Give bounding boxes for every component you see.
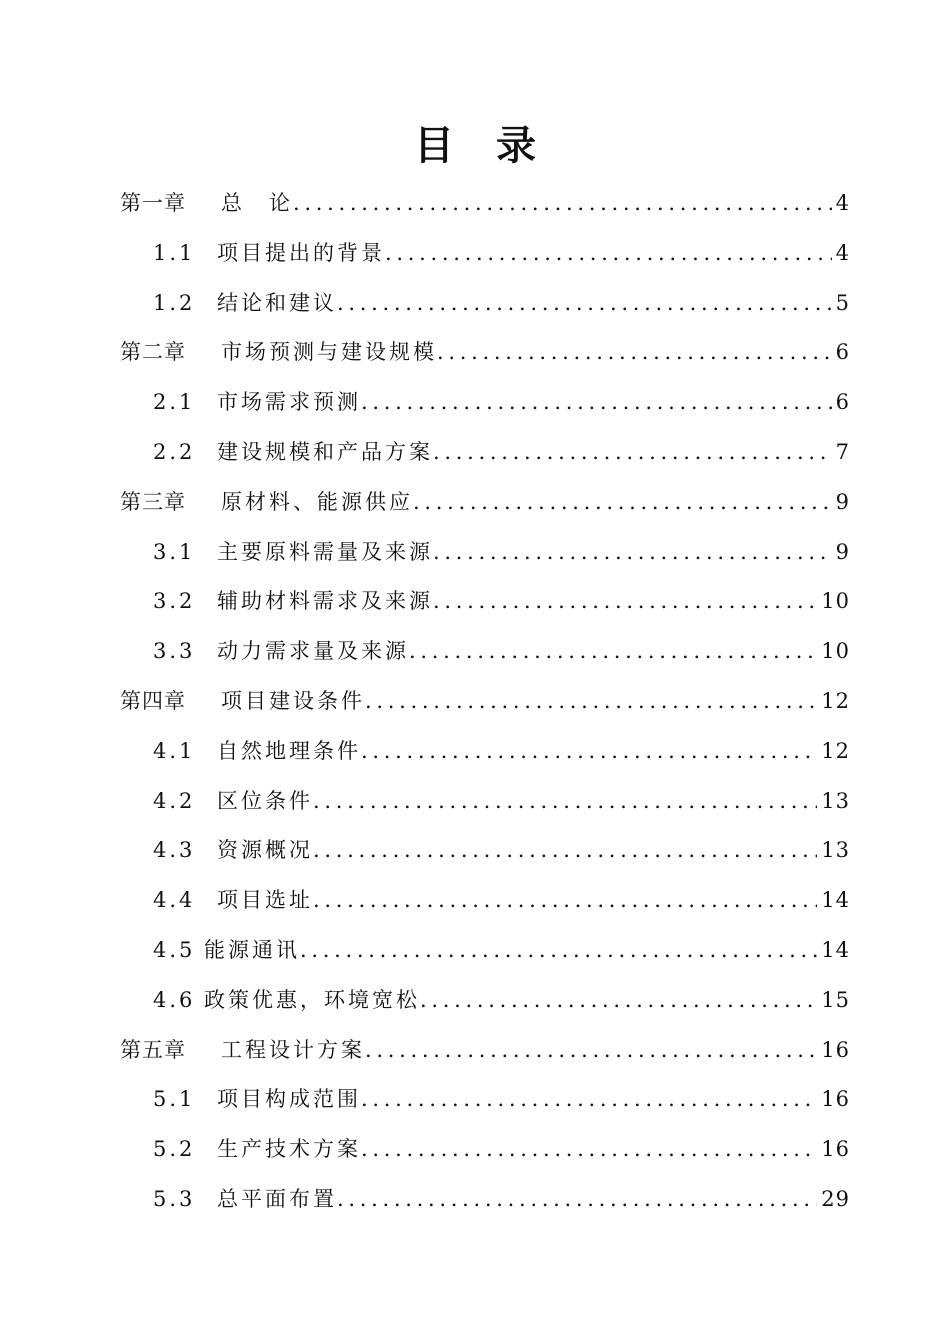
toc-dot-leader [293, 179, 832, 229]
toc-entry-label: 生产技术方案 [217, 1137, 361, 1162]
toc-dot-leader [337, 279, 832, 329]
toc-entry-label: 市场需求预测 [217, 390, 361, 415]
toc-chapter-entry[interactable] [120, 677, 850, 727]
toc-chapter-entry[interactable] [120, 478, 850, 528]
toc-entry-number: 第一章 [120, 191, 186, 215]
toc-section-entry[interactable] [120, 1125, 850, 1175]
toc-dot-leader [385, 229, 832, 279]
toc-page-number: 13 [821, 788, 850, 813]
toc-page-number: 14 [821, 937, 850, 962]
toc-entry-number: 第二章 [120, 340, 186, 365]
toc-dot-leader [420, 976, 817, 1026]
toc-entry-number: 4.4 [153, 888, 196, 913]
toc-entry-number: 第五章 [120, 1037, 186, 1062]
toc-dot-leader [433, 577, 817, 627]
toc-dot-leader [337, 1175, 817, 1225]
toc-page-number: 4 [835, 240, 850, 265]
toc-page-number: 7 [835, 439, 850, 464]
toc-entry-number: 1.1 [153, 240, 196, 265]
toc-page-number: 15 [821, 987, 850, 1012]
toc-dot-leader [361, 378, 832, 428]
toc-page-number: 10 [821, 639, 850, 664]
toc-entry-number: 2.2 [153, 439, 196, 464]
toc-entry-number: 4.3 [153, 838, 196, 863]
toc-entry-label: 辅助材料需求及来源 [217, 589, 433, 614]
toc-dot-leader [365, 1026, 817, 1076]
toc-section-entry[interactable] [120, 378, 850, 428]
toc-page-number: 6 [835, 390, 850, 415]
toc-page-number: 14 [821, 888, 850, 913]
toc-section-entry[interactable] [120, 279, 850, 329]
toc-dot-leader [437, 328, 832, 378]
toc-entry-number: 4.1 [153, 738, 196, 763]
toc-dot-leader [361, 727, 817, 777]
toc-entry-label: 政策优惠，环境宽松 [204, 987, 420, 1012]
toc-entry-label: 工程设计方案 [221, 1037, 365, 1062]
toc-entry-number: 5.2 [153, 1137, 196, 1162]
toc-chapter-entry[interactable] [120, 1026, 850, 1076]
toc-section-entry[interactable] [120, 627, 850, 677]
toc-section-entry[interactable] [120, 229, 850, 279]
toc-page-number: 6 [835, 340, 850, 365]
toc-entry-label: 资源概况 [217, 838, 313, 863]
toc-entry-number: 3.2 [153, 589, 196, 614]
toc-entry-label: 项目构成范围 [217, 1087, 361, 1112]
toc-entry-label: 项目提出的背景 [217, 240, 385, 265]
page-title: 目 录 [414, 123, 550, 169]
toc-entry-label: 自然地理条件 [217, 738, 361, 763]
toc-entry-label: 总 论 [221, 191, 293, 215]
toc-dot-leader [361, 1125, 817, 1175]
toc-section-entry[interactable] [120, 1175, 850, 1225]
toc-entry-label: 原材料、能源供应 [221, 489, 413, 514]
toc-section-entry[interactable] [120, 528, 850, 578]
toc-section-entry[interactable] [120, 976, 850, 1026]
toc-page-number: 29 [821, 1186, 850, 1211]
toc-dot-leader [313, 826, 817, 876]
toc-entry-number: 4.2 [153, 788, 196, 813]
toc-page-number: 10 [821, 589, 850, 614]
toc-page-number: 16 [821, 1037, 850, 1062]
toc-entry-label: 市场预测与建设规模 [221, 340, 437, 365]
toc-entry-label: 主要原料需量及来源 [217, 539, 433, 564]
toc-entry-label: 动力需求量及来源 [217, 639, 409, 664]
toc-entry-number: 3.3 [153, 639, 196, 664]
toc-page-number: 4 [835, 191, 850, 215]
toc-page-number: 13 [821, 838, 850, 863]
table-of-contents [120, 179, 850, 1225]
toc-dot-leader [300, 926, 817, 976]
toc-entry-number: 2.1 [153, 390, 196, 415]
toc-dot-leader [365, 677, 817, 727]
toc-dot-leader [361, 1075, 817, 1125]
toc-dot-leader [409, 627, 817, 677]
toc-dot-leader [433, 528, 832, 578]
toc-section-entry[interactable] [120, 727, 850, 777]
toc-section-entry[interactable] [120, 926, 850, 976]
toc-section-entry[interactable] [120, 577, 850, 627]
toc-entry-number: 第三章 [120, 489, 186, 514]
toc-section-entry[interactable] [120, 428, 850, 478]
toc-entry-label: 结论和建议 [217, 290, 337, 315]
toc-entry-number: 5.1 [153, 1087, 196, 1112]
toc-entry-number: 5.3 [153, 1186, 196, 1211]
toc-dot-leader [313, 876, 817, 926]
toc-entry-number: 4.6 [153, 987, 196, 1012]
toc-page-number: 16 [821, 1087, 850, 1112]
toc-page-number: 16 [821, 1137, 850, 1162]
toc-dot-leader [433, 428, 832, 478]
toc-entry-label: 能源通讯 [204, 937, 300, 962]
toc-entry-number: 4.5 [153, 937, 196, 962]
toc-entry-label: 项目建设条件 [221, 688, 365, 713]
toc-section-entry[interactable] [120, 777, 850, 827]
toc-section-entry[interactable] [120, 826, 850, 876]
toc-page-number: 12 [821, 688, 850, 713]
toc-entry-label: 总平面布置 [217, 1186, 337, 1211]
toc-dot-leader [413, 478, 832, 528]
toc-entry-number: 第四章 [120, 688, 186, 713]
toc-chapter-entry[interactable] [120, 328, 850, 378]
toc-chapter-entry[interactable] [120, 179, 850, 229]
toc-page-number: 9 [835, 489, 850, 514]
toc-entry-label: 建设规模和产品方案 [217, 439, 433, 464]
toc-section-entry[interactable] [120, 1075, 850, 1125]
toc-dot-leader [313, 777, 817, 827]
toc-entry-label: 项目选址 [217, 888, 313, 913]
toc-entry-number: 3.1 [153, 539, 196, 564]
toc-page-number: 9 [835, 539, 850, 564]
toc-page-number: 12 [821, 738, 850, 763]
toc-section-entry[interactable] [120, 876, 850, 926]
toc-entry-label: 区位条件 [217, 788, 313, 813]
toc-entry-number: 1.2 [153, 290, 196, 315]
toc-page-number: 5 [835, 290, 850, 315]
